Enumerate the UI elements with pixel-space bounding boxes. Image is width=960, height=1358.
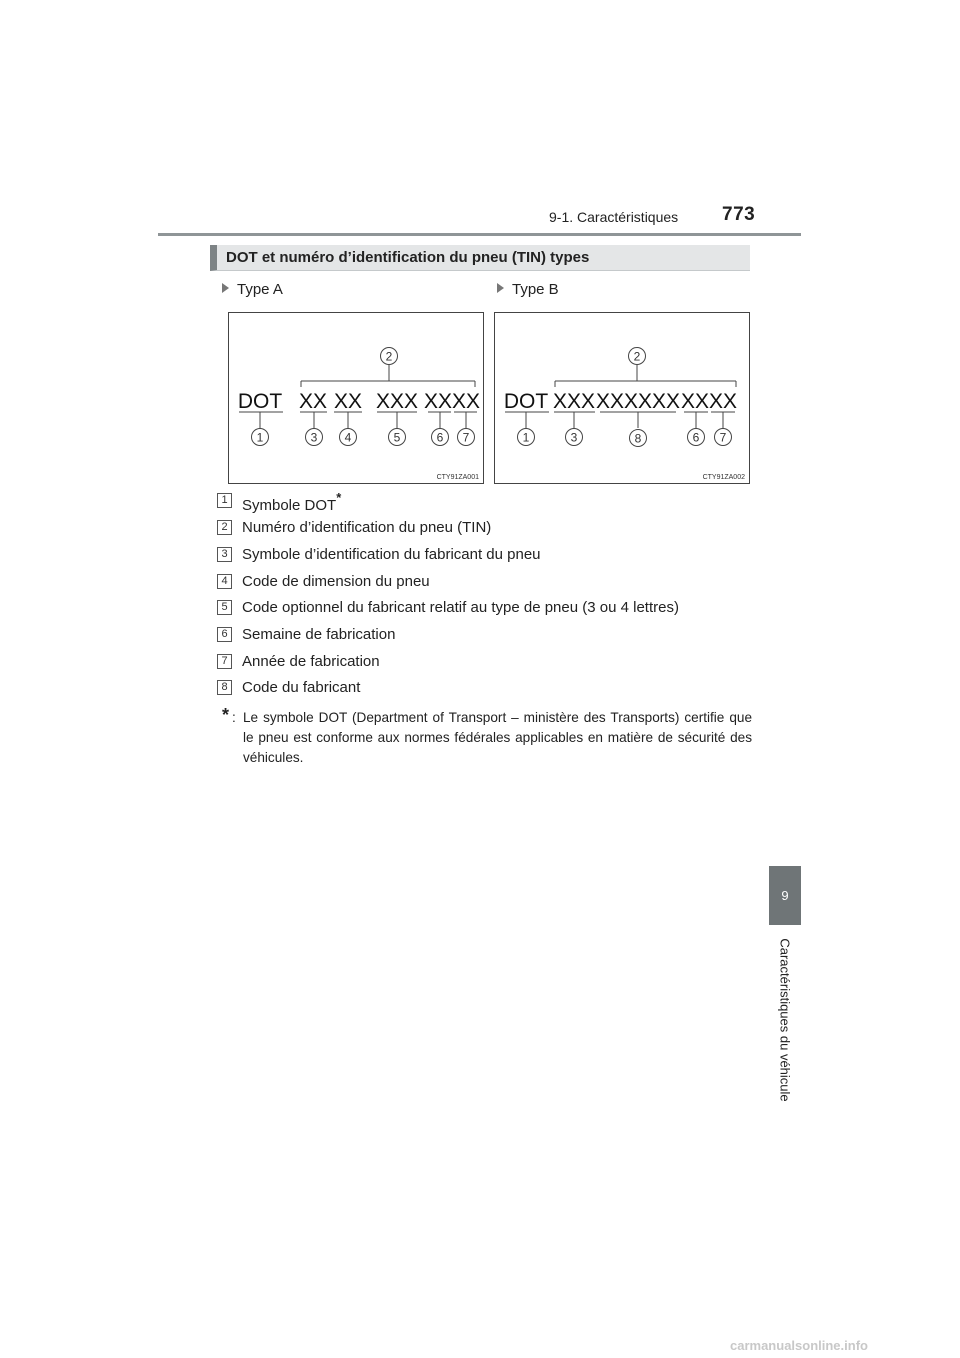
code-group-text: XX xyxy=(333,390,363,413)
legend-label: Code optionnel du fabricant relatif au type de pneu (3 ou 4 lettres) xyxy=(242,599,679,616)
callout-number: 8 xyxy=(634,431,642,446)
code-group-text: XXX xyxy=(375,390,419,413)
type-a-heading xyxy=(222,281,283,298)
type-b-diagram xyxy=(494,312,750,484)
legend-number: 2 xyxy=(217,520,232,535)
callout-number: 5 xyxy=(393,430,401,445)
callout-number: 6 xyxy=(436,430,444,445)
code-group-text: XXXX xyxy=(423,390,481,413)
callout-number: 1 xyxy=(522,430,530,445)
callout-number: 2 xyxy=(633,349,641,364)
legend-number: 6 xyxy=(217,627,232,642)
footnote-marker: * xyxy=(336,490,342,505)
callout-number: 4 xyxy=(344,430,352,445)
page-number: 773 xyxy=(722,204,756,225)
legend-label: Année de fabrication xyxy=(242,653,380,670)
header-divider xyxy=(158,233,801,236)
callout-number: 7 xyxy=(719,430,727,445)
legend-number: 5 xyxy=(217,600,232,615)
code-group-text: XXX xyxy=(552,390,596,413)
type-a-label: Type A xyxy=(237,281,283,298)
legend-text xyxy=(242,492,341,514)
type-b-label: Type B xyxy=(512,281,559,298)
section-title-bar xyxy=(210,245,750,271)
dot-code-text: DOT xyxy=(237,390,283,413)
legend-label: Code du fabricant xyxy=(242,679,361,696)
code-group-text: XXXX xyxy=(680,390,738,413)
footnote-star: * xyxy=(222,705,230,725)
legend-number: 7 xyxy=(217,654,232,669)
callout-number: 1 xyxy=(256,430,264,445)
header-section-title: 9-1. Caractéristiques xyxy=(549,209,679,225)
type-b-heading xyxy=(497,281,559,298)
callout-number: 2 xyxy=(385,349,393,364)
legend-label: Numéro d’identification du pneu (TIN) xyxy=(242,519,492,536)
dot-code-text: DOT xyxy=(503,390,549,413)
legend-label: Semaine de fabrication xyxy=(242,626,396,643)
footnote xyxy=(222,705,752,768)
watermark: carmanualsonline.info xyxy=(730,1338,868,1353)
figure-code: CTY91ZA002 xyxy=(702,474,745,481)
triangle-bullet-icon xyxy=(222,283,229,293)
legend-label: Symbole d’identification du fabricant du pneu xyxy=(242,546,541,563)
callout-number: 3 xyxy=(570,430,578,445)
legend-number: 8 xyxy=(217,680,232,695)
legend-number: 3 xyxy=(217,547,232,562)
legend-number: 1 xyxy=(217,493,232,508)
chapter-tab: 9 xyxy=(769,866,801,925)
legend-label: Code de dimension du pneu xyxy=(242,573,430,590)
figure-code: CTY91ZA001 xyxy=(436,474,479,481)
legend-label: Symbole DOT xyxy=(242,497,337,514)
code-group-text: XX xyxy=(298,390,328,413)
type-b-svg xyxy=(495,313,751,485)
chapter-label: Caractéristiques du véhicule xyxy=(777,938,793,1102)
callout-number: 6 xyxy=(692,430,700,445)
section-title: DOT et numéro d’identification du pneu (TIN) types xyxy=(226,249,590,266)
callout-number: 7 xyxy=(462,430,470,445)
code-group-text: XXXXXX xyxy=(595,390,681,413)
type-a-diagram xyxy=(228,312,484,484)
callout-number: 3 xyxy=(310,430,318,445)
triangle-bullet-icon xyxy=(497,283,504,293)
footnote-text: Le symbole DOT (Department of Transport – ministère des Transports) certifie que le pneu est conforme aux normes fédérales applicables en matière de sécurité des véhicules. xyxy=(243,710,752,765)
legend-number: 4 xyxy=(217,574,232,589)
footnote-colon: : xyxy=(232,710,236,725)
type-a-svg xyxy=(229,313,485,485)
